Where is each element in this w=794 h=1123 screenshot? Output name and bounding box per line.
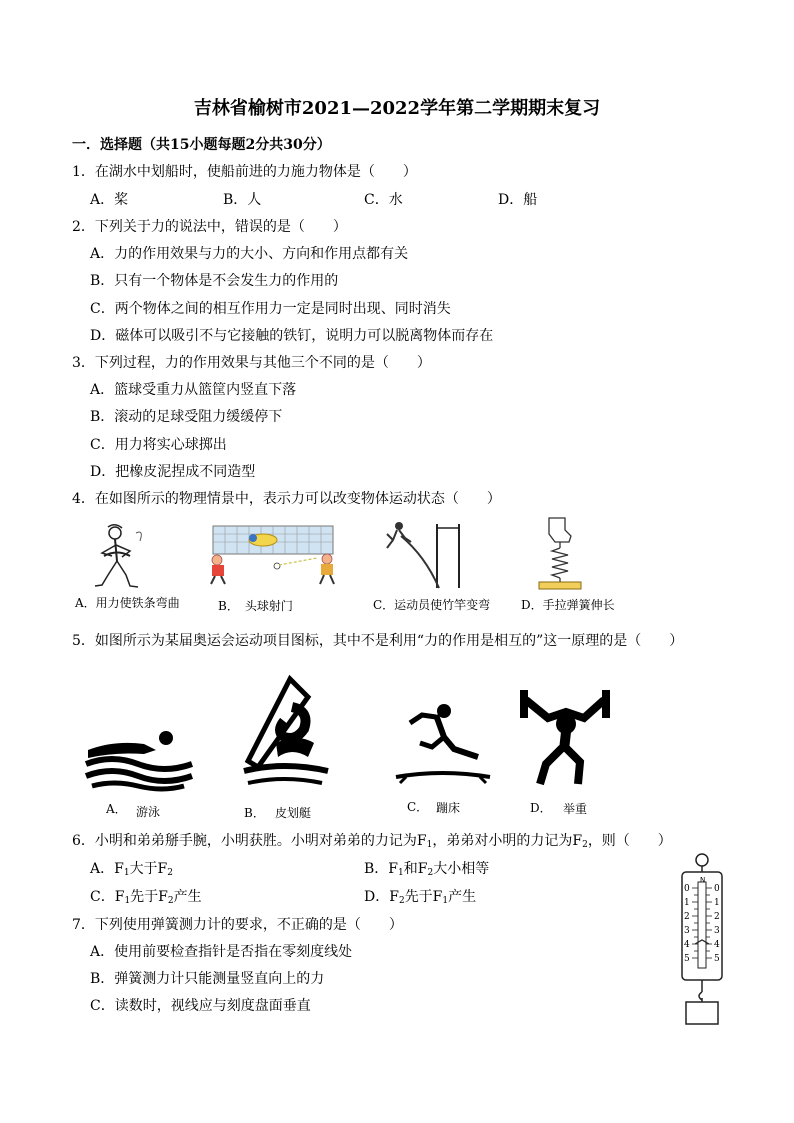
question-1-option-b: B．人 [223,192,262,208]
question-3-option-c: C．用力将实心球掷出 [90,437,227,453]
icon-c-caption: 蹦床 [436,801,461,815]
icon-b-caption: 皮划艇 [275,806,312,820]
figure-bending-iron-bar [90,523,150,593]
figure-pole-vault [385,518,465,590]
question-2-stem: 2．下列关于力的说法中，错误的是（ ） [72,219,347,235]
question-3-stem: 3．下列过程，力的作用效果与其他三个不同的是（ ） [72,355,431,371]
icon-c-letter: C． [407,800,429,814]
question-2-option-b: B．只有一个物体是不会发生力的作用的 [90,273,339,289]
figure-header-shot [205,522,350,586]
question-3-option-a: A．篮球受重力从篮筐内竖直下落 [90,382,297,398]
question-7-stem: 7．下列使用弹簧测力计的要求，不正确的是（ ） [72,917,403,933]
gauge-tick-left-5: 5 [684,954,690,964]
question-5-stem: 5．如图所示为某届奥运会运动项目图标，其中不是利用“力的作用是相互的”这一原理的是（ ） [72,633,684,649]
gauge-tick-left-1: 1 [684,898,690,908]
question-2-option-c: C．两个物体之间的相互作用力一定是同时出现、同时消失 [90,301,451,317]
question-6-option-a: A．$F_1$大于$F_2$ [90,861,174,878]
page-title: 吉林省榆树市2021—2022学年第二学期期末复习 [193,98,601,119]
icon-swimming [84,728,196,790]
gauge-tick-right-4: 4 [714,940,720,950]
icon-a-caption: 游泳 [136,805,161,819]
icon-b-letter: B． [244,806,265,820]
question-6-option-c: C．$F_1$先于$F_2$产生 [90,889,202,906]
question-7-option-b: B．弹簧测力计只能测量竖直向上的力 [90,971,325,987]
question-3-option-d: D．把橡皮泥捏成不同造型 [90,464,256,480]
icon-trampoline [392,703,494,793]
spring-scale-figure [678,852,726,1026]
question-1-option-a: A．桨 [90,192,129,208]
question-1-option-c: C．水 [364,192,403,208]
gauge-tick-right-3: 3 [714,926,720,936]
gauge-tick-right-2: 2 [714,912,720,922]
question-2-option-d: D．磁体可以吸引不与它接触的铁钉，说明力可以脱离物体而存在 [90,328,494,344]
question-6-stem: 6．小明和弟弟掰手腕，小明获胜。小明对弟弟的力记为$F_1$，弟弟对小明的力记为$F_2$，则（ ） [72,833,672,850]
figure-spring-stretch [535,516,585,594]
question-6-option-d: D．$F_2$先于$F_1$产生 [364,889,477,906]
question-1-option-d: D．船 [498,192,538,208]
question-1-stem: 1．在湖水中划船时，使船前进的力施力物体是（ ） [72,164,417,180]
question-7-option-c: C．读数时，视线应与刻度盘面垂直 [90,998,311,1014]
figure-4d-caption: D．手拉弹簧伸长 [521,598,615,612]
icon-a-letter: A． [106,802,127,816]
icon-weightlifting [518,688,612,790]
figure-4b-caption: B． 头球射门 [218,599,293,613]
gauge-tick-left-3: 3 [684,926,690,936]
gauge-tick-right-1: 1 [714,898,720,908]
gauge-tick-left-4: 4 [684,940,690,950]
gauge-tick-right-0: 0 [714,884,720,894]
question-3-option-b: B．滚动的足球受阻力缓缓停下 [90,409,283,425]
gauge-tick-left-2: 2 [684,912,690,922]
figure-4c-caption: C．运动员使竹竿变弯 [373,598,491,612]
icon-d-caption: 举重 [563,802,588,816]
gauge-unit-label: N [700,876,706,884]
gauge-tick-left-0: 0 [684,884,690,894]
question-4-stem: 4．在如图所示的物理情景中，表示力可以改变物体运动状态（ ） [72,491,501,507]
figure-4a-caption: A．用力使铁条弯曲 [75,596,180,610]
icon-canoe [238,677,330,793]
section-heading: 一．选择题（共15小题每题2分共30分） [72,137,331,153]
question-2-option-a: A．力的作用效果与力的大小、方向和作用点都有关 [90,246,409,262]
icon-d-letter: D． [530,801,552,815]
question-6-option-b: B．$F_1$和$F_2$大小相等 [364,861,490,878]
question-7-option-a: A．使用前要检查指针是否指在零刻度线处 [90,944,353,960]
gauge-tick-right-5: 5 [714,954,720,964]
